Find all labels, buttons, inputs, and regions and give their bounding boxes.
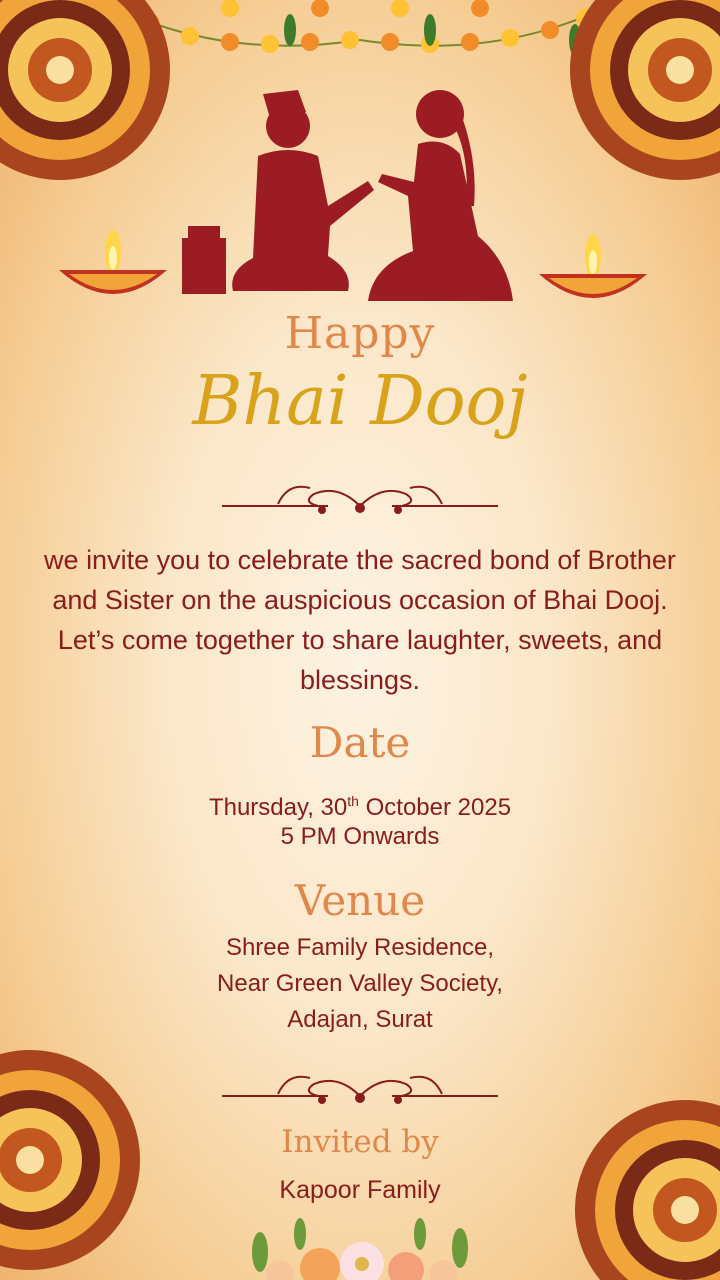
venue-line-3: Adajan, Surat	[287, 1006, 433, 1033]
ornament-divider-icon	[218, 1064, 502, 1110]
ornament-divider-icon	[218, 474, 502, 520]
invitation-message: we invite you to celebrate the sacred bond of Brother and Sister on the auspicious occasion of Bhai Dooj. Let’s come together to share laughter, sweets, and blessings.	[44, 545, 676, 695]
page-title: Bhai Dooj	[192, 362, 528, 441]
mandala-icon	[0, 0, 180, 190]
greeting-text: Happy	[284, 308, 436, 359]
diya-lamp-icon	[535, 222, 655, 314]
event-time: 5 PM Onwards	[280, 823, 440, 850]
venue-heading: Venue	[294, 876, 426, 925]
flower-bouquet-icon	[230, 1212, 490, 1280]
date-heading: Date	[309, 718, 411, 767]
venue-address	[0, 930, 720, 1038]
host-family-name: Kapoor Family	[279, 1176, 441, 1204]
invited-by-heading: Invited by	[281, 1124, 439, 1160]
venue-line-2: Near Green Valley Society,	[217, 970, 503, 997]
event-date-suffix: th	[347, 793, 359, 809]
brother-sister-silhouette-icon	[178, 86, 518, 306]
mandala-icon	[560, 0, 720, 190]
diya-lamp-icon	[55, 218, 175, 310]
venue-line-1: Shree Family Residence,	[225, 934, 495, 961]
mandala-icon	[0, 1040, 150, 1280]
event-date-day: Thursday, 30	[208, 794, 348, 821]
event-date-month: October 2025	[358, 794, 512, 821]
